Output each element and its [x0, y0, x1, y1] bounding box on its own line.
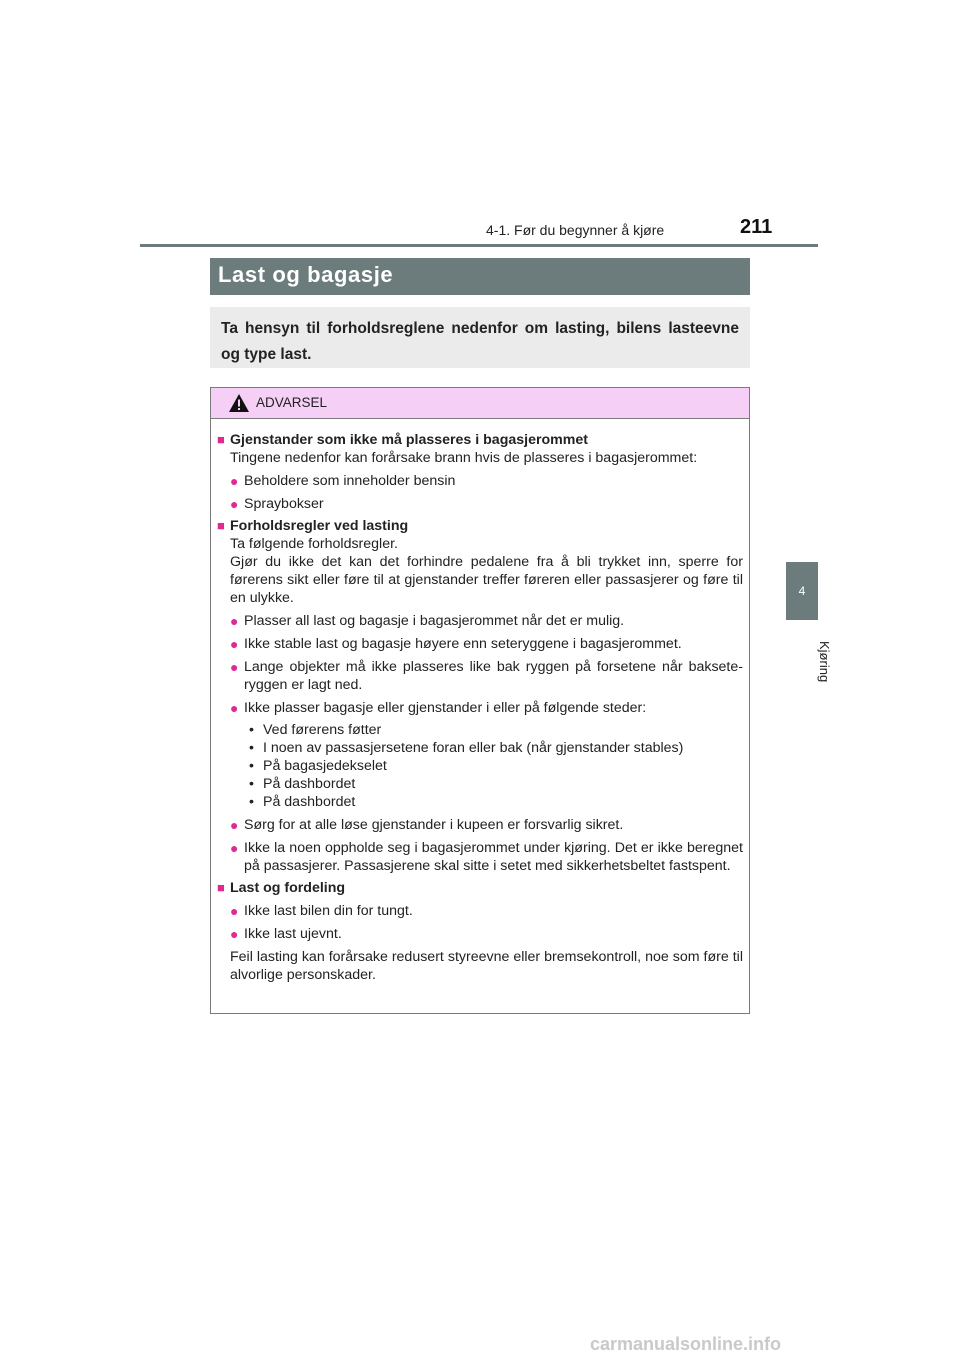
circle-bullet-icon: ●	[230, 473, 239, 489]
bullet-text: Ikke stable last og bagasje høyere enn seteryggene i bagasjerommet.	[244, 636, 682, 652]
circle-bullet-icon: ●	[230, 817, 239, 833]
section-heading-text: Gjenstander som ikke må plasseres i bagasjerommet	[230, 432, 589, 448]
section-heading	[217, 879, 743, 897]
warning-box	[210, 387, 750, 1014]
chapter-tab[interactable]: 4	[786, 562, 818, 620]
square-bullet-icon: ■	[217, 880, 225, 895]
circle-bullet-icon: ●	[230, 636, 239, 652]
bullet-content	[244, 699, 646, 717]
section-heading-text: Last og fordeling	[230, 880, 346, 896]
sub-list	[249, 721, 743, 811]
sub-list-text: På bagasjedekselet	[263, 758, 387, 774]
sub-list-item	[249, 757, 743, 775]
circle-bullet-icon: ●	[230, 659, 239, 675]
section-paragraph: Tingene nedenfor kan forårsake brann hvis de plasseres i bagasjerommet:	[230, 450, 698, 466]
bullet-item	[230, 658, 743, 694]
sub-list-item	[249, 775, 743, 793]
circle-bullet-icon: ●	[230, 840, 239, 856]
warning-header	[211, 388, 749, 419]
section-paragraph: Ta følgende forholdsregler.	[230, 536, 398, 552]
bullet-content	[244, 658, 743, 694]
bullet-item	[230, 839, 743, 875]
sub-list-text: Ved førerens føtter	[263, 722, 382, 738]
section-heading	[217, 517, 743, 535]
dot-bullet-icon: •	[249, 794, 254, 810]
section-heading	[217, 431, 743, 449]
footer-watermark: carmanualsonline.info	[590, 1334, 782, 1354]
bullet-item	[230, 635, 743, 653]
sub-list-item	[249, 721, 743, 739]
sub-list-text: I noen av passasjersetene foran eller bak (når gjenstander stables)	[263, 740, 684, 756]
bullet-item	[230, 612, 743, 630]
warning-triangle-icon	[228, 393, 250, 413]
chapter-tab-label: Kjøring	[817, 641, 832, 683]
bullet-item	[230, 816, 743, 834]
sub-list-item	[249, 793, 743, 811]
bullet-content	[244, 925, 342, 943]
dot-bullet-icon: •	[249, 776, 254, 792]
sub-list-text: På dashbordet	[263, 794, 356, 810]
section-heading-text: Forholdsregler ved lasting	[230, 518, 409, 534]
bullet-item	[230, 925, 743, 943]
bullet-item	[230, 495, 743, 513]
bullet-text: Ikke la noen oppholde seg i bagasjerommet under kjøring. Det er ikke beregnet på passasjerer. Passasjerene skal sitte i setet med sikkerhetsbeltet fastspent.	[244, 840, 743, 874]
warning-body	[211, 419, 749, 984]
sub-list-text: På dashbordet	[263, 776, 356, 792]
bullet-text: Plasser all last og bagasje i bagasjerommet når det er mulig.	[244, 613, 625, 629]
bullet-item	[230, 472, 743, 490]
section-paragraph: Gjør du ikke det kan det forhindre pedalene fra å bli trykket inn, sperre for førerens sikt eller føre til at gjenstander treffer føreren eller passasjerer og føre til en ulykke.	[230, 554, 743, 606]
bullet-item	[230, 699, 743, 717]
circle-bullet-icon: ●	[230, 613, 239, 629]
square-bullet-icon: ■	[217, 432, 225, 447]
bullet-item	[230, 902, 743, 920]
circle-bullet-icon: ●	[230, 903, 239, 919]
bullet-text: Beholdere som inneholder bensin	[244, 473, 456, 489]
circle-bullet-icon: ●	[230, 700, 239, 716]
bullet-content	[244, 472, 455, 490]
dot-bullet-icon: •	[249, 758, 254, 774]
dot-bullet-icon: •	[249, 740, 254, 756]
bullet-text: Sørg for at alle løse gjenstander i kupeen er forsvarlig sikret.	[244, 817, 624, 833]
page-number: 211	[740, 216, 773, 238]
bullet-content	[244, 902, 413, 920]
bullet-text: Ikke last bilen din for tungt.	[244, 903, 413, 919]
bullet-text: Lange objekter må ikke plasseres like bak ryggen på forsetene når bakseteryggen er lagt ned.	[244, 659, 743, 693]
sub-list-item	[249, 739, 743, 757]
page-title: Last og bagasje	[210, 258, 750, 295]
bullet-content	[244, 635, 682, 653]
bullet-content	[244, 816, 623, 834]
header-section-title: 4-1. Før du begynner å kjøre	[486, 222, 665, 238]
warning-label: ADVARSEL	[256, 395, 328, 410]
intro-box	[210, 307, 750, 368]
header-divider	[140, 244, 818, 247]
bullet-text: Ikke plasser bagasje eller gjenstander i eller på følgende steder:	[244, 700, 647, 716]
bullet-content	[244, 839, 743, 875]
intro-text: Ta hensyn til forholdsreglene nedenfor om lasting, bilens lasteevne og type last.	[221, 320, 739, 363]
bullet-text: Spraybokser	[244, 496, 324, 512]
section-closing: Feil lasting kan forårsake redusert styreevne eller bremsekontroll, noe som føre til alvorlige personskader.	[230, 949, 743, 983]
dot-bullet-icon: •	[249, 722, 254, 738]
bullet-text: Ikke last ujevnt.	[244, 926, 342, 942]
bullet-content	[244, 495, 324, 513]
bullet-content	[244, 612, 624, 630]
circle-bullet-icon: ●	[230, 926, 239, 942]
square-bullet-icon: ■	[217, 518, 225, 533]
circle-bullet-icon: ●	[230, 496, 239, 512]
